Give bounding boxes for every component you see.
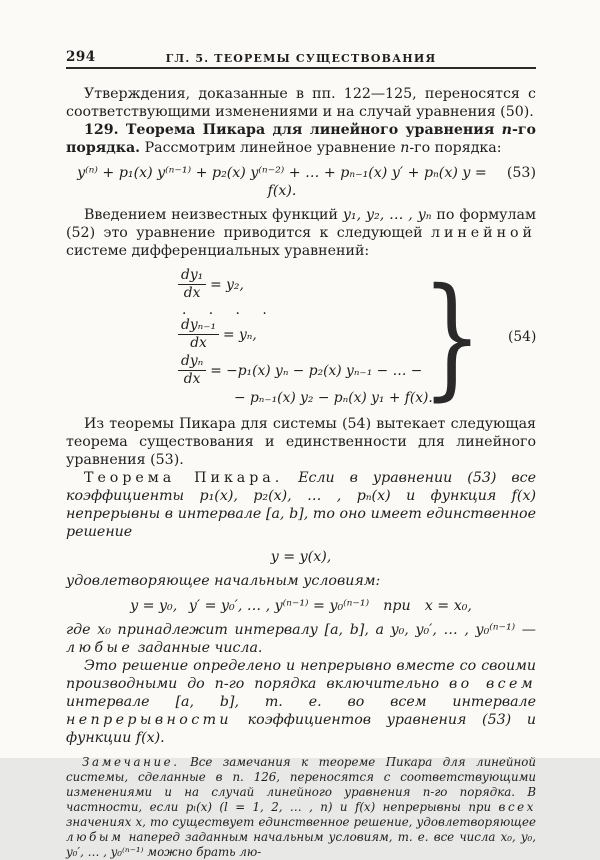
theorem-name: Теорема Пикара. (84, 470, 284, 486)
equation-53-label: (53) (506, 165, 536, 181)
paragraph-system-intro (66, 206, 536, 260)
system-intro-text2: по формулам (52) это уравнение приводится к следующей (66, 207, 536, 241)
paragraph-initial-conditions-intro (66, 572, 536, 590)
system-row-3 (178, 354, 536, 387)
where-clause-text2: заданные числа. (133, 640, 263, 656)
paragraph-where-clause (66, 621, 536, 657)
equation-system-54 (178, 260, 537, 414)
paragraph-theorem-link (66, 415, 536, 469)
remark-label: Замечание. (82, 755, 180, 769)
theorem-statement: Если в уравнении (53) все коэффициенты p₁(x), p₂(x), … , pₙ(x) и функция f(x) непрерывны в интервале [a, b], то оно имеет единственное решение (66, 470, 536, 540)
paragraph-intro-text: Утверждения, доказанные в пп. 122—125, переносятся с соответствующими изменениями и на случай уравнения (50). (66, 86, 536, 120)
equation-53 (66, 164, 536, 200)
system-intro-text3: системе дифференциальных уравнений: (66, 243, 370, 259)
section-heading-normal: Рассмотрим линейное уравнение (140, 140, 401, 156)
system-row-1-rhs: = y₂, (210, 276, 244, 293)
paragraph-intro (66, 85, 536, 121)
solution-properties-text2: интервале [a, b], т. е. во всем интервале (66, 694, 536, 710)
initial-conditions-intro-text: удовлетворяющее начальным условиям: (66, 573, 381, 589)
fraction-dyn-dx: $\frac{\text{dyₙ}}{dx}$ (178, 354, 206, 387)
section-heading-paragraph (66, 121, 536, 157)
solution-properties-text1: Это решение определено и непрерывно вместе со своими производными до n-го порядка включительно (66, 658, 536, 692)
system-right-brace: } (421, 260, 483, 414)
system-intro-vars: y₁, y₂, … , yₙ (342, 207, 432, 223)
equation-initial-conditions: y = y₀, y′ = y₀′, … , y⁽ⁿ⁻¹⁾ = y₀⁽ⁿ⁻¹⁾ при x = x₀, (130, 598, 472, 614)
remark-emphasis2: любым (66, 830, 124, 844)
theorem-link-text: Из теоремы Пикара для системы (54) вытекает следующая теорема существования и единственности для линейного уравнения (53). (66, 416, 536, 468)
where-clause-text1: где x₀ принадлежит интервалу [a, b], а y₀, y₀′, … , y₀⁽ⁿ⁻¹⁾ — (66, 622, 536, 638)
fraction-dy1-dx: $\frac{\text{dy₁}}{dx}$ (178, 268, 206, 301)
where-clause-emphasis: любые (66, 640, 134, 656)
section-heading-bold-tail: -го порядка. (66, 122, 536, 156)
system-row-3-continuation: − pₙ₋₁(x) y₂ − pₙ(x) y₁ + f(x). (234, 390, 433, 406)
paragraph-solution-properties (66, 657, 536, 747)
remark-text2: значениях x, то существует единственное решение, удовлетворяющее (66, 815, 536, 829)
section-heading-n2: n (400, 140, 410, 156)
page-number: 294 (66, 49, 96, 65)
system-intro-emphasis: линейной (430, 225, 536, 241)
remark-text3: наперед заданным начальным условиям, т. е. все числа x₀, y₀, y₀′, … , y₀⁽ⁿ⁻¹⁾ можно брать лю- (66, 830, 536, 859)
remark-emphasis1: всех (498, 800, 536, 814)
equation-53-formula: y⁽ⁿ⁾ + p₁(x) y⁽ⁿ⁻¹⁾ + p₂(x) y⁽ⁿ⁻²⁾ + … + pₙ₋₁(x) y′ + pₙ(x) y = f(x). (77, 165, 487, 199)
system-dots-row: . . . . (182, 302, 276, 318)
system-intro-text1: Введением неизвестных функций (84, 207, 343, 223)
section-heading-n: n (501, 122, 512, 138)
equation-solution: y = y(x), (270, 549, 332, 565)
solution-properties-emphasis1: во всем (449, 676, 536, 692)
chapter-title: ГЛ. 5. ТЕОРЕМЫ СУЩЕСТВОВАНИЯ (165, 52, 437, 65)
equation-54-label: (54) (508, 329, 537, 345)
solution-properties-emphasis2: непрерывности (66, 712, 232, 728)
fraction-dyn-1-dx: $\frac{\text{dyₙ₋₁}}{dx}$ (178, 318, 219, 351)
remark-text1: Все замечания к теореме Пикара для линейной системы, сделанные в п. 126, переносятся с соответствующими изменениями и на случай линейного уравнения n-го порядка. В частности, если pₗ(x) (l = 1, 2, … , n) и f(x) непрерывны при (66, 755, 536, 814)
system-row-2 (178, 318, 536, 351)
system-row-1 (178, 268, 536, 301)
system-row-3-rhs: = −p₁(x) yₙ − p₂(x) yₙ₋₁ − … − (210, 362, 423, 379)
system-row-2-rhs: = yₙ, (223, 326, 257, 343)
section-heading-bold: 129. Теорема Пикара для линейного уравнения (84, 122, 502, 138)
solution-properties-text3: коэффициентов уравнения (53) и функции f(x). (66, 712, 536, 746)
remark-paragraph (66, 755, 536, 860)
running-header (66, 48, 536, 64)
section-heading-normal-tail: -го порядка: (409, 140, 502, 156)
paragraph-picard-theorem (66, 469, 536, 541)
